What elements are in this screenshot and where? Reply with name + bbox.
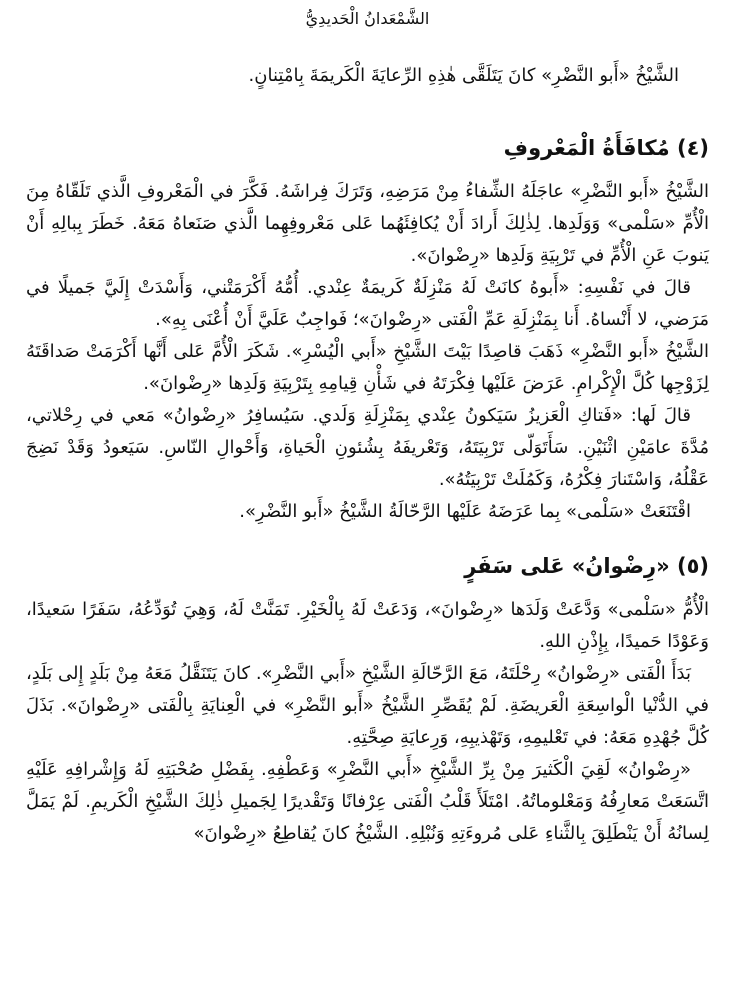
section4-paragraph-2: قالَ في نَفْسِهِ: «أَبوهُ كانَتْ لَهُ مَنْزِلَةٌ كَريمَةٌ عِنْدي. أُمُّهُ أَكْرَمَتْني، وَأَسْدَتْ إِلَيَّ جَميلًا في مَرَضي، لا أَنْساهُ. أَنا بِمَنْزِلَةِ عَمِّ الْفَتى «رِضْوانَ»؛ فَواجِبٌ عَلَيَّ أَنْ أُعْنَى بِهِ». <box>26 277 709 330</box>
section-heading-4: (٤) مُكافَأَةُ الْمَعْروفِ <box>503 136 709 160</box>
section-heading-5: (٥) «رِضْوانُ» عَلى سَفَرٍ <box>464 554 709 578</box>
section4-paragraph-5: اقْتَنَعَتْ «سَلْمى» بِما عَرَضَهُ عَلَيْها الرَّحّالَةُ الشَّيْخُ «أَبو النَّضْرِ». <box>239 501 691 522</box>
section4-paragraph-4: قالَ لَها: «فَتاكِ الْعَزيزُ سَيَكونُ عِنْدي بِمَنْزِلَةِ وَلَدي. سَيُسافِرُ «رِضْوانُ» مَعي في رِحْلاتي، مُدَّةَ عامَيْنِ اثْنَيْنِ. سَأَتَوَلّى تَرْبِيَتَهُ، وَتَعْريفَهُ بِشُئونِ الْحَياةِ، وَأَحْوالِ النّاسِ. سَيَعودُ وَقَدْ نَضِجَ عَقْلُهُ، وَاسْتَنارَ فِكْرُهُ، وَكَمُلَتْ تَرْبِيَتُهُ». <box>26 405 709 490</box>
section5-paragraph-1: الْأُمُّ «سَلْمى» وَدَّعَتْ وَلَدَها «رِضْوانَ»، وَدَعَتْ لَهُ بِالْخَيْرِ. تَمَنَّتْ لَهُ، وَهِيَ تُوَدِّعُهُ، سَفَرًا سَعيدًا، وَعَوْدًا حَميدًا، بِإِذْنِ اللهِ. <box>26 599 709 652</box>
running-header: الشَّمْعَدانُ الْحَديدِيُّ <box>305 9 430 28</box>
section4-paragraph-3: الشَّيْخُ «أَبو النَّضْرِ» ذَهَبَ قاصِدًا بَيْتَ الشَّيْخِ «أَبي الْيُسْرِ». شَكَرَ الْأُمَّ عَلى أَنَّها أَكْرَمَتْ صَداقَتَهُ لِزَوْجِها كُلَّ الْإِكْرامِ. عَرَضَ عَلَيْها فِكْرَتَهُ في شَأْنِ قِيامِهِ بِتَرْبِيَةِ وَلَدِها «رِضْوانَ». <box>26 341 709 394</box>
intro-paragraph: الشَّيْخُ «أَبو النَّضْرِ» كانَ يَتَلَقَّى هٰذِهِ الرِّعايَةَ الْكَريمَةَ بِامْتِنانٍ. <box>248 65 679 86</box>
section4-paragraph-1: الشَّيْخُ «أَبو النَّضْرِ» عاجَلَهُ الشِّفاءُ مِنْ مَرَضِهِ، وَتَرَكَ فِراشَهُ. فَكَّرَ في الْمَعْروفِ الَّذي تَلَقّاهُ مِنَ الْأُمِّ «سَلْمى» وَوَلَدِها. لِذٰلِكَ أَرادَ أَنْ يُكافِئَهُما عَلى مَعْروفِهِما الَّذي صَنَعاهُ مَعَهُ. خَطَرَ بِبالِهِ أَنْ يَنوبَ عَنِ الْأُمِّ في تَرْبِيَةِ وَلَدِها «رِضْوانَ». <box>26 181 709 266</box>
section5-paragraph-3: «رِضْوانُ» لَقِيَ الْكَثيرَ مِنْ بِرِّ الشَّيْخِ «أَبي النَّضْرِ» وَعَطْفِهِ. بِفَضْلِ صُحْبَتِهِ لَهُ وَإِشْرافِهِ عَلَيْهِ اتَّسَعَتْ مَعارِفُهُ وَمَعْلوماتُهُ. امْتَلَأَ قَلْبُ الْفَتى عِرْفانًا وَتَقْديرًا لِجَميلِ ذٰلِكَ الشَّيْخِ الْكَريمِ. لَمْ يَمَلَّ لِسانُهُ أَنْ يَنْطَلِقَ بِالثَّناءِ عَلى مُروءَتِهِ وَنُبْلِهِ. الشَّيْخُ كانَ يُقاطِعُ «رِضْوانَ» <box>26 759 709 844</box>
section5-paragraph-2: بَدَأَ الْفَتى «رِضْوانُ» رِحْلَتَهُ، مَعَ الرَّحّالَةِ الشَّيْخِ «أَبي النَّضْرِ». كانَ يَتَنَقَّلُ مَعَهُ مِنْ بَلَدٍ إِلى بَلَدٍ، في الدُّنْيا الْواسِعَةِ الْعَريضَةِ. لَمْ يُقَصِّرِ الشَّيْخُ «أَبو النَّضْرِ» في الْعِنايَةِ بِالْفَتى «رِضْوانَ». بَذَلَ كُلَّ جُهْدِهِ مَعَهُ: في تَعْليمِهِ، وَتَهْذيبِهِ، وَرِعايَةِ صِحَّتِهِ. <box>26 663 709 748</box>
